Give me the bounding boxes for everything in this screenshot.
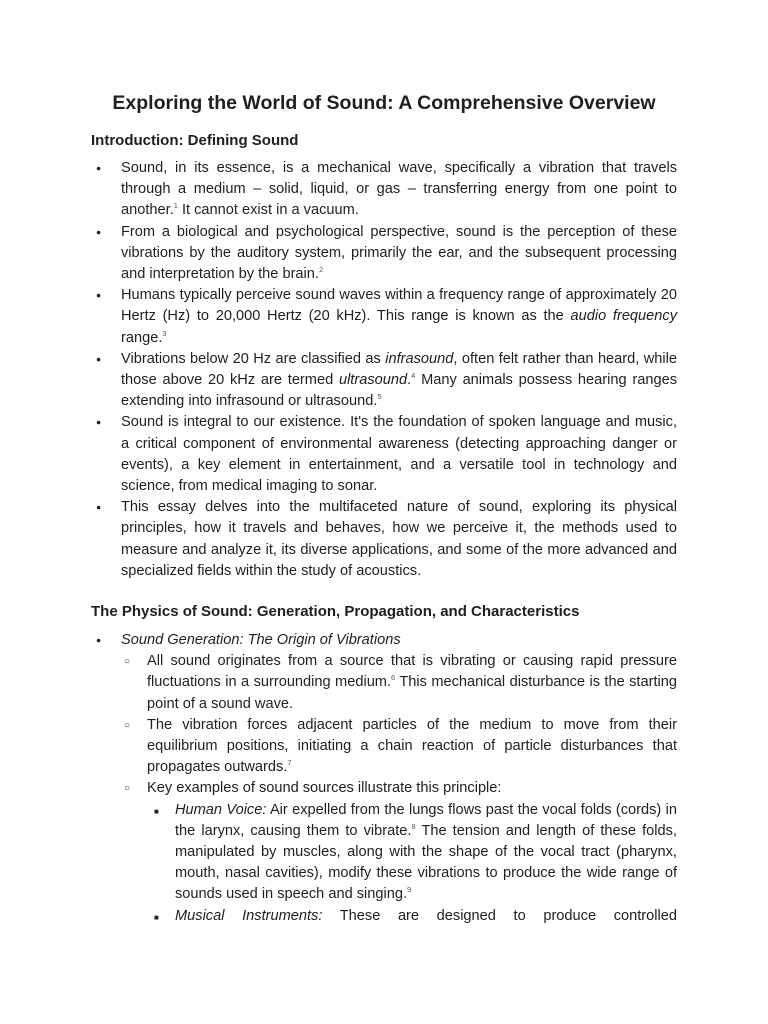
- footnote-ref[interactable]: 2: [318, 265, 324, 275]
- list-item: ● Humans typically perceive sound waves within a frequency range of approximately 20 Hertz (Hz) to 20,000 Hertz (20 kHz). This range is known as the audio frequency range.$^3$: [91, 285, 677, 349]
- footnote-ref[interactable]: 1: [173, 201, 178, 211]
- list-item: ● Sound is integral to our existence. It's the foundation of spoken language and music, a critical component of environmental awareness (detecting approaching danger or events), a key element in entertainment, and a versatile tool in technology and science, from medical imaging to sonar.: [91, 412, 677, 497]
- intro-bullet-list: [91, 158, 677, 582]
- footnote-ref[interactable]: 5: [377, 392, 382, 402]
- footnote-ref[interactable]: 6: [391, 673, 396, 683]
- list-item: ● Sound, in its essence, is a mechanical wave, specifically a vibration that travels through a medium – solid, liquid, or gas – transferring energy from one point to another.$^1$ It cannot exist in a vacuum.: [91, 158, 677, 222]
- footnote-ref[interactable]: 8: [411, 821, 416, 831]
- document-title: Exploring the World of Sound: A Comprehensive Overview: [112, 92, 656, 114]
- sub-list-item: ○ All sound originates from a source that is vibrating or causing rapid pressure fluctuations in a surrounding medium.$^6$ This mechanical disturbance is the starting point of a sound wave.: [91, 651, 677, 715]
- physics-bullet-list: [91, 630, 677, 927]
- example-item: ■ Human Voice: Air expelled from the lungs flows past the vocal folds (cords) in the larynx, causing them to vibrate.$^8$ The tension and length of these folds, manipulated by muscles, along with the shape of the vocal tract (pharynx, mouth, nasal cavities), modify these vibrations to produce the wide range of sounds used in speech and singing.$^9$: [91, 800, 677, 906]
- sub-list-item: ○ Key examples of sound sources illustrate this principle:: [91, 778, 677, 799]
- section-heading-physics: The Physics of Sound: Generation, Propagation, and Characteristics: [91, 603, 580, 620]
- footnote-ref[interactable]: 4: [411, 371, 416, 381]
- list-item: ● Vibrations below 20 Hz are classified as infrasound, often felt rather than heard, while those above 20 kHz are termed ultrasound.$^4$ Many animals possess hearing ranges extending into infrasound or ultrasound.$^5$: [91, 349, 677, 413]
- list-item: ● Sound Generation: The Origin of Vibrations: [91, 630, 677, 651]
- footnote-ref[interactable]: 9: [407, 885, 412, 895]
- section-heading-intro: Introduction: Defining Sound: [91, 132, 299, 149]
- list-item: ● From a biological and psychological perspective, sound is the perception of these vibrations by the auditory system, primarily the ear, and the subsequent processing and interpretation by the brain.$^2$: [91, 222, 677, 286]
- example-item: ■ Musical Instruments: These are designed to produce controlled: [91, 906, 677, 927]
- sub-list-item: ○ The vibration forces adjacent particles of the medium to move from their equilibrium positions, initiating a chain reaction of particle disturbances that propagates outwards.$^7$: [91, 715, 677, 779]
- list-item: ● This essay delves into the multifaceted nature of sound, exploring its physical principles, how it travels and behaves, how we perceive it, the methods used to measure and analyze it, its diverse applications, and some of the more advanced and specialized fields within the study of acoustics.: [91, 497, 677, 582]
- footnote-ref[interactable]: 7: [287, 758, 292, 768]
- footnote-ref[interactable]: 3: [162, 328, 167, 338]
